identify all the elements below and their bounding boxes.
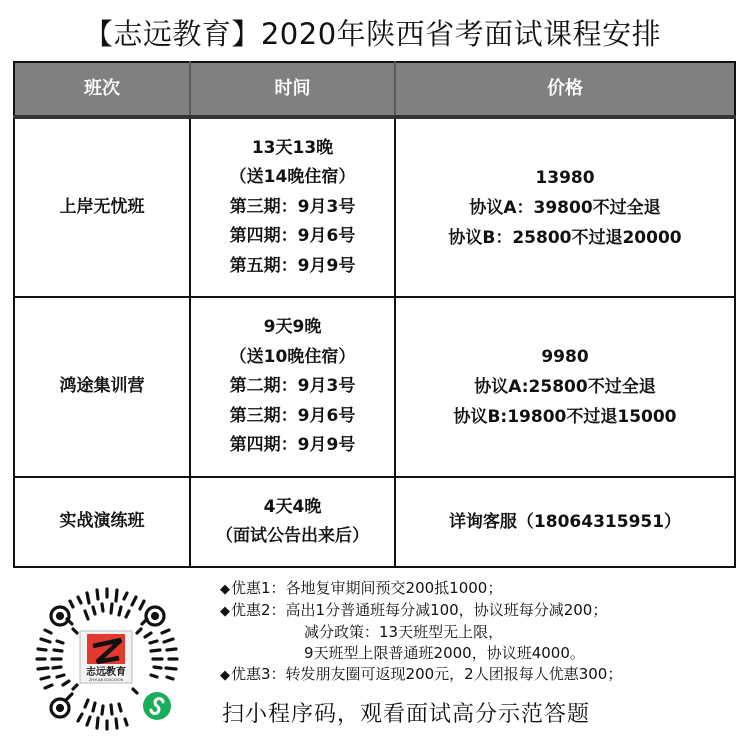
mini-program-code[interactable] <box>27 578 187 740</box>
price-cell <box>395 477 735 567</box>
header-time: 时间 <box>190 62 395 117</box>
price-cell <box>395 117 735 297</box>
price-line: 协议A：39800不过全退 <box>469 197 661 218</box>
price-line: 9980 <box>541 347 589 367</box>
diamond-bullet-icon: ◆ <box>220 668 230 683</box>
price-line: 协议A:25800不过全退 <box>474 377 656 397</box>
promotion-text: 减分政策：13天班型无上限， <box>304 623 504 641</box>
class-name-cell: 鸿途集训营 <box>14 297 190 477</box>
time-line: （送14晚住宿） <box>229 167 356 188</box>
class-name-cell: 实战演练班 <box>14 477 190 567</box>
time-line: 第三期：9月3号 <box>229 196 356 217</box>
promotion-list <box>220 578 740 686</box>
promotion-label: 优惠1： <box>231 579 286 597</box>
promotion-text: 转发朋友圈可返现200元，2人团报每人优惠300； <box>285 665 623 683</box>
header-class: 班次 <box>14 62 190 117</box>
time-line: 13天13晚 <box>251 137 334 158</box>
header-price: 价格 <box>395 62 735 117</box>
time-cell <box>190 477 395 567</box>
promotion-label: 优惠2： <box>231 601 286 619</box>
table-row <box>14 477 735 567</box>
scan-call-to-action: 扫小程序码，观看面试高分示范答题 <box>222 702 591 727</box>
price-line: 13980 <box>535 167 595 188</box>
promotion-label: 优惠3： <box>231 665 286 683</box>
promotion-item <box>220 600 740 622</box>
price-line: 详询客服（18064315951） <box>448 512 682 532</box>
page-title: 【志远教育】2020年陕西省考面试课程安排 <box>83 17 662 51</box>
promotion-text: 各地复审期间预交200抵1000； <box>285 579 503 597</box>
diamond-bullet-icon: ◆ <box>220 604 230 619</box>
price-line: 协议B：25800不过退20000 <box>448 227 682 248</box>
qr-code-icon <box>27 578 187 740</box>
time-cell <box>190 117 395 297</box>
time-line: 第四期：9月6号 <box>229 226 356 247</box>
time-cell <box>190 297 395 477</box>
logo-subtext: ZHIYUAN EDUCATION <box>88 678 124 682</box>
promotion-text: 9天班型上限普通班2000，协议班4000。 <box>304 644 585 662</box>
promo-section <box>0 572 745 745</box>
promotion-item <box>220 664 740 686</box>
course-schedule-table <box>13 61 736 568</box>
time-line: 第四期：9月9号 <box>229 435 356 456</box>
time-line: 第三期：9月6号 <box>229 405 356 426</box>
time-line: （面试公告出来后） <box>216 526 369 546</box>
price-cell <box>395 297 735 477</box>
time-line: 第二期：9月3号 <box>229 376 356 397</box>
time-line: 9天9晚 <box>263 317 322 338</box>
class-name-cell: 上岸无忧班 <box>14 117 190 297</box>
time-line: （送10晚住宿） <box>229 346 356 367</box>
table-row <box>14 297 735 477</box>
time-line: 第五期：9月9号 <box>229 255 356 276</box>
promotion-text: 高出1分普通班每分减100，协议班每分减200； <box>285 601 608 619</box>
logo-text: 志远教育 <box>86 667 126 678</box>
table-header-row <box>14 62 735 117</box>
diamond-bullet-icon: ◆ <box>220 582 230 597</box>
promotion-item <box>220 578 740 600</box>
time-line: 4天4晚 <box>263 496 322 517</box>
price-line: 协议B:19800不过退15000 <box>453 407 677 427</box>
table-row <box>14 117 735 297</box>
